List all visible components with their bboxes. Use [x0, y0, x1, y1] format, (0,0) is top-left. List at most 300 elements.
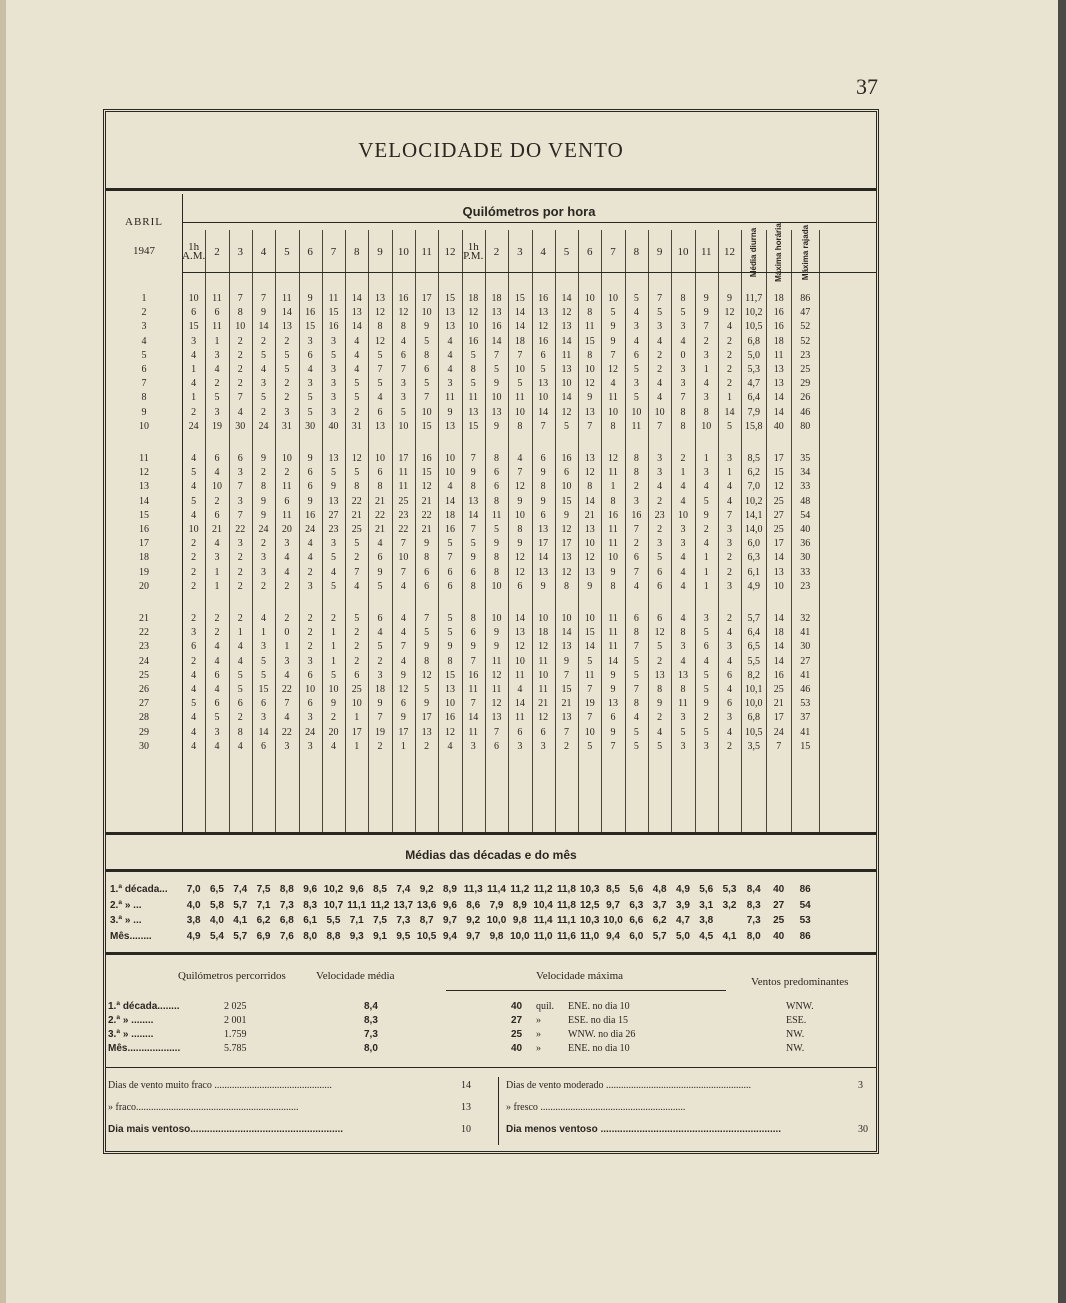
- decade-cell: 9,6: [303, 884, 318, 895]
- table-cell: 2: [377, 740, 383, 752]
- table-cell: 41: [800, 627, 811, 639]
- summary-vmed: 8,3: [364, 1015, 378, 1026]
- table-cell: 4: [727, 321, 733, 333]
- decade-cell: 3,2: [722, 899, 737, 911]
- decade-cell: 3,8: [699, 915, 714, 926]
- decade-cell: 27: [773, 899, 785, 911]
- table-cell: 2: [307, 641, 313, 653]
- table-cell: 9: [610, 684, 616, 695]
- decade-cell: 40: [773, 884, 785, 895]
- table-cell: 9: [424, 321, 430, 333]
- table-cell: 6: [447, 580, 453, 592]
- table-cell: 8: [633, 453, 639, 464]
- day-number: 11: [139, 453, 149, 464]
- table-row: [106, 669, 876, 683]
- table-row: [106, 551, 876, 565]
- day-number: 5: [141, 349, 147, 361]
- table-cell: 14: [773, 655, 784, 667]
- table-cell: 8: [633, 467, 639, 479]
- table-cell: 9: [447, 641, 453, 653]
- decade-cell: 7,6: [279, 930, 294, 942]
- table-cell: 2: [633, 481, 639, 493]
- table-cell: 9: [703, 509, 709, 521]
- footer-label: Dia mais ventoso.......................................................: [108, 1124, 344, 1135]
- table-cell: 7: [727, 509, 733, 521]
- table-cell: 23: [654, 509, 665, 521]
- table-cell: 3: [703, 613, 709, 624]
- decade-cell: 13,7: [393, 899, 414, 911]
- table-cell: 7: [470, 524, 476, 535]
- table-cell: 9: [494, 420, 500, 432]
- decade-title-rule: [106, 869, 876, 872]
- day-number: 22: [139, 627, 149, 639]
- table-cell: 18: [468, 293, 479, 304]
- table-cell: 46: [800, 406, 811, 418]
- table-cell: 6: [214, 509, 220, 521]
- stat-header: [741, 227, 766, 277]
- decade-cell: 11,8: [556, 899, 576, 911]
- table-cell: 3: [191, 335, 197, 347]
- table-cell: 10: [398, 420, 409, 432]
- decade-cell: 8,7: [419, 915, 434, 926]
- table-cell: 8: [447, 655, 453, 667]
- table-cell: 3: [330, 406, 336, 418]
- page-title: VELOCIDADE DO VENTO: [358, 138, 624, 162]
- table-cell: 5: [587, 740, 593, 752]
- footer-divider: [498, 1077, 499, 1145]
- table-cell: 10: [584, 293, 595, 304]
- table-cell: 7: [470, 453, 476, 464]
- table-cell: 14: [773, 552, 784, 564]
- table-cell: 9: [424, 538, 430, 550]
- table-cell: 2: [727, 613, 733, 624]
- table-cell: 2: [237, 552, 243, 564]
- table-cell: 3: [284, 740, 290, 752]
- table-cell: 12: [514, 566, 525, 578]
- table-cell: 10: [608, 406, 619, 418]
- table-cell: 10: [584, 613, 595, 624]
- table-cell: 2: [377, 655, 383, 667]
- day-number: 18: [139, 552, 149, 564]
- decade-cell: 7,5: [256, 884, 271, 895]
- table-cell: 3: [727, 712, 733, 724]
- decade-cell: 9,3: [349, 930, 364, 942]
- table-cell: 2: [354, 406, 360, 418]
- table-cell: 7,0: [747, 481, 760, 493]
- table-cell: 10,1: [744, 684, 763, 695]
- table-row: [106, 349, 876, 363]
- table-cell: 2: [237, 613, 243, 624]
- table-cell: 3: [330, 538, 336, 550]
- table-cell: 11: [608, 392, 618, 404]
- table-cell: 5: [703, 684, 709, 695]
- table-cell: 4: [191, 378, 197, 390]
- table-cell: 12: [398, 684, 409, 695]
- table-cell: 3: [261, 566, 267, 578]
- table-cell: 8: [470, 613, 476, 624]
- decade-section-title: Médias das décadas e do mês: [405, 848, 577, 862]
- table-cell: 16: [538, 293, 549, 304]
- table-cell: 4: [400, 335, 406, 347]
- table-cell: 10: [514, 364, 525, 375]
- hour-header: 11: [700, 245, 712, 258]
- table-cell: 4: [237, 740, 243, 752]
- table-cell: 13: [773, 378, 784, 390]
- table-cell: 2: [261, 467, 267, 479]
- table-cell: 5: [424, 335, 430, 347]
- table-cell: 8: [680, 627, 686, 639]
- table-cell: 2: [284, 613, 290, 624]
- table-cell: 1: [727, 392, 733, 404]
- table-cell: 5,7: [747, 613, 760, 624]
- table-row: [106, 740, 876, 754]
- table-cell: 12: [773, 481, 784, 493]
- decade-row: [106, 913, 876, 928]
- table-cell: 4: [657, 481, 663, 493]
- table-row: [106, 612, 876, 626]
- table-cell: 6: [214, 307, 220, 319]
- decade-cell: 8,0: [746, 930, 761, 942]
- summary-unit: »: [536, 1015, 541, 1026]
- table-cell: 2: [191, 655, 197, 667]
- table-cell: 10: [235, 321, 246, 333]
- decade-cell: 40: [773, 930, 785, 942]
- page-edge: [1058, 0, 1066, 1303]
- hour-header: 3: [237, 245, 243, 258]
- table-cell: 6: [424, 566, 430, 578]
- table-cell: 7: [540, 420, 546, 432]
- table-cell: 14: [561, 335, 572, 347]
- day-number: 20: [139, 580, 149, 592]
- summary-vmax-header: Velocidade máxima: [536, 970, 624, 982]
- table-cell: 12: [444, 726, 455, 738]
- decade-cell: 7,3: [396, 915, 411, 926]
- table-cell: 6: [400, 349, 406, 361]
- table-cell: 4: [400, 627, 406, 639]
- table-cell: 12: [584, 467, 595, 479]
- decade-cell: 5,5: [326, 915, 341, 926]
- summary-wind: WNW.: [786, 1001, 814, 1012]
- table-cell: 9: [540, 495, 546, 507]
- table-cell: 6: [261, 740, 267, 752]
- table-cell: 8: [680, 420, 686, 432]
- table-cell: 5: [354, 538, 360, 550]
- table-cell: 2: [703, 335, 709, 347]
- table-cell: 7: [563, 726, 569, 738]
- table-cell: 30: [305, 420, 316, 432]
- table-cell: 10: [654, 406, 665, 418]
- table-cell: 37: [800, 712, 811, 724]
- table-cell: 1: [330, 655, 336, 667]
- table-cell: 1: [284, 641, 290, 653]
- table-cell: 6: [727, 669, 733, 681]
- table-cell: 8: [680, 684, 686, 695]
- table-cell: 8: [680, 406, 686, 418]
- table-cell: 1: [214, 580, 220, 592]
- table-cell: 4: [307, 364, 313, 375]
- hour-header: 6: [307, 245, 313, 258]
- table-cell: 40: [328, 420, 339, 432]
- table-cell: 3: [307, 712, 313, 724]
- table-cell: 9: [703, 698, 709, 710]
- table-cell: 5: [703, 627, 709, 639]
- decade-cell: 9,5: [396, 930, 411, 942]
- decade-cell: 8,3: [303, 899, 318, 911]
- decade-cell: 9,1: [373, 930, 387, 942]
- title-divider: [106, 188, 876, 191]
- decade-cell: 5,7: [652, 930, 667, 942]
- table-cell: 9: [587, 580, 593, 592]
- decade-cell: 4,0: [186, 899, 201, 911]
- table-cell: 5: [657, 641, 663, 653]
- table-cell: 11,7: [745, 293, 763, 304]
- summary-vmax: 27: [511, 1015, 523, 1026]
- table-cell: 27: [328, 509, 339, 521]
- decade-cell: 8,4: [746, 884, 761, 895]
- table-cell: 3: [680, 364, 686, 375]
- table-cell: 6: [633, 613, 639, 624]
- table-cell: 5: [191, 467, 197, 479]
- day-number: 28: [139, 712, 149, 724]
- table-cell: 34: [800, 467, 811, 479]
- summary-vmed: 8,4: [364, 1001, 378, 1012]
- table-cell: 9: [377, 566, 383, 578]
- table-cell: 13: [608, 698, 619, 710]
- table-cell: 6: [354, 669, 360, 681]
- data-bottom-rule: [106, 832, 876, 835]
- decade-cell: 6,8: [279, 915, 294, 926]
- table-cell: 15: [514, 293, 525, 304]
- decade-cell: 6,1: [303, 915, 318, 926]
- table-cell: 6: [703, 641, 709, 653]
- table-cell: 16: [398, 293, 409, 304]
- table-cell: 4: [680, 495, 686, 507]
- table-cell: 5: [447, 627, 453, 639]
- decade-cell: 11,0: [580, 930, 600, 942]
- table-cell: 8: [563, 580, 569, 592]
- table-cell: 8: [424, 655, 430, 667]
- table-cell: 11: [282, 509, 292, 521]
- summary-wind: ESE.: [786, 1015, 807, 1026]
- table-cell: 5: [330, 552, 336, 564]
- table-cell: 7: [400, 538, 406, 550]
- summary-direction: ENE. no dia 10: [568, 1001, 630, 1012]
- table-cell: 5: [354, 613, 360, 624]
- table-row: [106, 580, 876, 594]
- table-cell: 14: [561, 392, 572, 404]
- table-cell: 10,0: [744, 698, 763, 710]
- table-cell: 13: [584, 406, 595, 418]
- table-cell: 11: [515, 392, 525, 404]
- table-cell: 35: [800, 453, 811, 464]
- table-cell: 6: [307, 467, 313, 479]
- table-cell: 16: [328, 321, 339, 333]
- table-cell: 11: [468, 684, 479, 695]
- footer-label: » fraco.................................................................: [108, 1102, 299, 1113]
- table-cell: 10: [188, 293, 199, 304]
- table-cell: 4: [633, 335, 639, 347]
- table-cell: 4: [727, 495, 733, 507]
- decade-cell: 5,7: [233, 930, 248, 942]
- table-cell: 6: [191, 641, 197, 653]
- table-cell: 25: [773, 495, 784, 507]
- footer-top-rule: [106, 1067, 876, 1068]
- hour-header: 9: [656, 245, 663, 258]
- table-cell: 15: [421, 420, 432, 432]
- table-cell: 9: [400, 712, 406, 724]
- table-cell: 10: [561, 378, 572, 390]
- decade-cell: 86: [799, 930, 811, 942]
- table-cell: 2: [657, 349, 663, 361]
- table-row: [106, 495, 876, 509]
- table-cell: 4: [377, 538, 383, 550]
- table-cell: 7: [400, 566, 406, 578]
- table-cell: 33: [800, 481, 811, 493]
- table-cell: 15: [561, 495, 572, 507]
- hour-header: 5: [563, 245, 570, 258]
- table-cell: 3,5: [747, 740, 760, 752]
- table-cell: 13: [561, 364, 572, 375]
- table-cell: 14: [608, 655, 619, 667]
- table-cell: 4: [354, 580, 360, 592]
- table-cell: 4: [727, 726, 733, 738]
- table-cell: 11: [398, 467, 409, 479]
- table-cell: 13: [677, 669, 688, 681]
- table-cell: 1: [354, 712, 360, 724]
- table-cell: 1: [703, 552, 709, 564]
- table-cell: 17: [773, 453, 784, 464]
- decade-cell: 11,4: [533, 915, 553, 926]
- table-cell: 7: [447, 552, 453, 564]
- table-cell: 13: [538, 566, 549, 578]
- table-cell: 33: [800, 566, 811, 578]
- table-cell: 24: [305, 524, 316, 535]
- table-cell: 10: [375, 453, 386, 464]
- table-cell: 23: [398, 509, 409, 521]
- day-number: 16: [139, 524, 149, 535]
- footer-label: Dias de vento moderado ..........................................................: [506, 1080, 751, 1091]
- table-cell: 12: [375, 335, 386, 347]
- table-cell: 17: [538, 538, 549, 550]
- table-row: [106, 711, 876, 725]
- decade-cell: 53: [799, 915, 811, 926]
- table-cell: 3: [727, 538, 733, 550]
- table-cell: 14: [538, 552, 549, 564]
- table-cell: 4: [680, 552, 686, 564]
- table-cell: 23: [800, 349, 811, 361]
- table-cell: 16: [773, 669, 784, 681]
- table-cell: 16: [608, 509, 619, 521]
- decade-cell: 10,0: [510, 930, 530, 942]
- summary-label: 1.ª década........: [108, 1001, 180, 1012]
- table-cell: 14: [258, 321, 269, 333]
- table-cell: 4: [680, 613, 686, 624]
- table-cell: 19: [211, 420, 222, 432]
- table-row: [106, 726, 876, 740]
- table-cell: 7: [657, 293, 663, 304]
- table-cell: 2: [727, 364, 733, 375]
- table-cell: 10: [328, 684, 339, 695]
- table-cell: 2: [657, 495, 663, 507]
- table-cell: 2: [237, 364, 243, 375]
- table-cell: 13: [281, 321, 292, 333]
- table-cell: 5: [377, 580, 383, 592]
- table-cell: 16: [468, 669, 479, 681]
- decade-cell: 7,3: [279, 899, 294, 911]
- table-cell: 22: [281, 726, 292, 738]
- table-cell: 24: [773, 726, 784, 738]
- table-cell: 12: [608, 364, 619, 375]
- table-cell: 6: [540, 726, 546, 738]
- table-row: [106, 480, 876, 494]
- table-cell: 41: [800, 669, 811, 681]
- table-cell: 4: [447, 481, 453, 493]
- decade-cell: 8,5: [606, 884, 620, 895]
- table-cell: 3: [214, 406, 220, 418]
- table-cell: 9: [470, 467, 476, 479]
- table-cell: 8: [494, 566, 500, 578]
- table-cell: 5: [354, 378, 360, 390]
- table-cell: 2: [237, 566, 243, 578]
- table-cell: 3: [330, 364, 336, 375]
- table-cell: 9: [377, 698, 383, 710]
- table-cell: 3: [330, 392, 336, 404]
- table-cell: 5: [517, 378, 523, 390]
- table-cell: 4: [727, 627, 733, 639]
- decade-cell: 8,3: [746, 899, 761, 911]
- summary-km: 2 025: [224, 1001, 247, 1012]
- table-cell: 4: [377, 627, 383, 639]
- table-cell: 25: [398, 495, 409, 507]
- table-cell: 13: [444, 420, 455, 432]
- table-cell: 10: [281, 453, 292, 464]
- table-cell: 3: [400, 392, 406, 404]
- table-cell: 5: [261, 655, 267, 667]
- table-cell: 7: [517, 349, 523, 361]
- table-cell: 5: [284, 364, 290, 375]
- table-cell: 12: [514, 641, 525, 653]
- table-cell: 4: [330, 566, 336, 578]
- table-cell: 11: [282, 293, 292, 304]
- table-cell: 12: [561, 307, 572, 319]
- table-cell: 6: [657, 566, 663, 578]
- table-cell: 16: [305, 307, 316, 319]
- table-cell: 6: [377, 552, 383, 564]
- table-cell: 2: [237, 712, 243, 724]
- table-cell: 10: [421, 406, 432, 418]
- table-cell: 7: [284, 698, 290, 710]
- table-cell: 13: [351, 307, 362, 319]
- stat-header-text: Máxima rajada: [800, 224, 810, 280]
- table-cell: 8: [633, 627, 639, 639]
- table-cell: 8: [424, 349, 430, 361]
- day-number: 3: [141, 321, 147, 333]
- table-cell: 6: [377, 406, 383, 418]
- table-cell: 1: [237, 627, 243, 639]
- decade-cell: 8,9: [512, 899, 527, 911]
- table-cell: 8: [494, 495, 500, 507]
- table-cell: 7: [400, 641, 406, 653]
- table-cell: 5,3: [747, 364, 760, 375]
- table-row: [106, 509, 876, 523]
- decade-cell: 7,4: [396, 884, 411, 895]
- hour-header: 7: [610, 245, 616, 258]
- table-cell: 5: [633, 669, 639, 681]
- table-cell: 8: [517, 420, 523, 432]
- table-cell: 11: [491, 655, 502, 667]
- table-cell: 14: [514, 613, 525, 624]
- table-cell: 14: [281, 307, 292, 319]
